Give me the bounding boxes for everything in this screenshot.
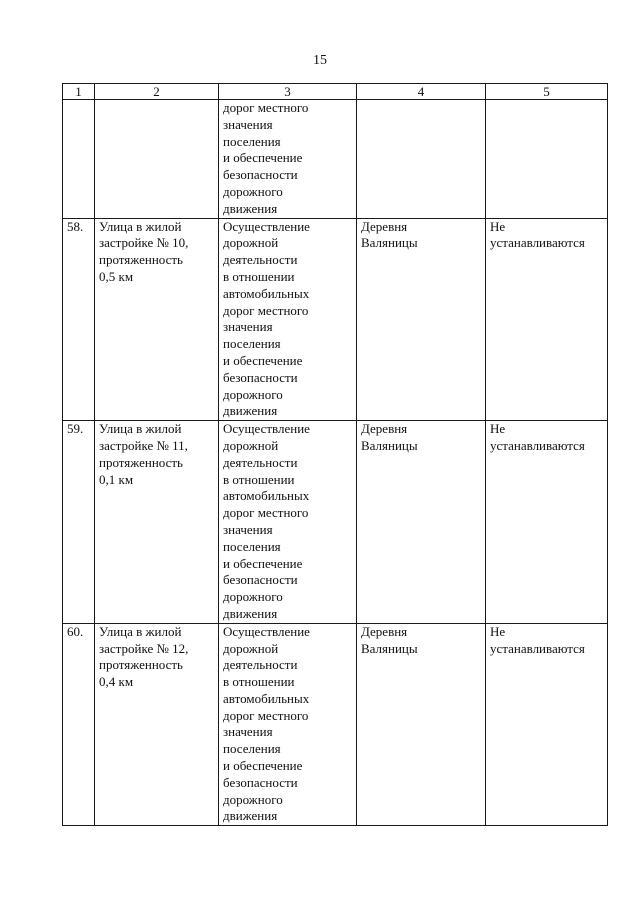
cell-limits: Не устанавливаются	[486, 218, 608, 421]
column-header-2: 2	[95, 84, 219, 100]
cell-purpose: дорог местного значения поселения и обеспечение безопасности дорожного движения	[219, 100, 357, 219]
table-row	[63, 421, 608, 624]
page-number: 15	[313, 53, 327, 68]
cell-purpose: Осуществление дорожной деятельности в отношении автомобильных дорог местного значения поселения и обеспечение безопасности дорожного движения	[219, 421, 357, 624]
cell-purpose: Осуществление дорожной деятельности в отношении автомобильных дорог местного значения поселения и обеспечение безопасности дорожного движения	[219, 218, 357, 421]
cell-limits: Не устанавливаются	[486, 421, 608, 624]
cell-object-name: Улица в жилой застройке № 12, протяженность 0,4 км	[95, 623, 219, 826]
column-header-5: 5	[486, 84, 608, 100]
cell-location: Деревня Валяницы	[357, 421, 486, 624]
column-header-4: 4	[357, 84, 486, 100]
cell-limits	[486, 100, 608, 219]
table-row-continuation	[63, 100, 608, 219]
cell-object-name: Улица в жилой застройке № 10, протяженность 0,5 км	[95, 218, 219, 421]
register-table	[62, 83, 608, 826]
cell-number: 60.	[63, 623, 95, 826]
cell-location: Деревня Валяницы	[357, 218, 486, 421]
table-row	[63, 623, 608, 826]
cell-object-name	[95, 100, 219, 219]
table-row	[63, 218, 608, 421]
cell-number	[63, 100, 95, 219]
cell-object-name: Улица в жилой застройке № 11, протяженность 0,1 км	[95, 421, 219, 624]
cell-purpose: Осуществление дорожной деятельности в отношении автомобильных дорог местного значения поселения и обеспечение безопасности дорожного движения	[219, 623, 357, 826]
column-header-1: 1	[63, 84, 95, 100]
cell-limits: Не устанавливаются	[486, 623, 608, 826]
cell-location: Деревня Валяницы	[357, 623, 486, 826]
cell-number: 59.	[63, 421, 95, 624]
cell-location	[357, 100, 486, 219]
table-header-row	[63, 84, 608, 100]
column-header-3: 3	[219, 84, 357, 100]
cell-number: 58.	[63, 218, 95, 421]
